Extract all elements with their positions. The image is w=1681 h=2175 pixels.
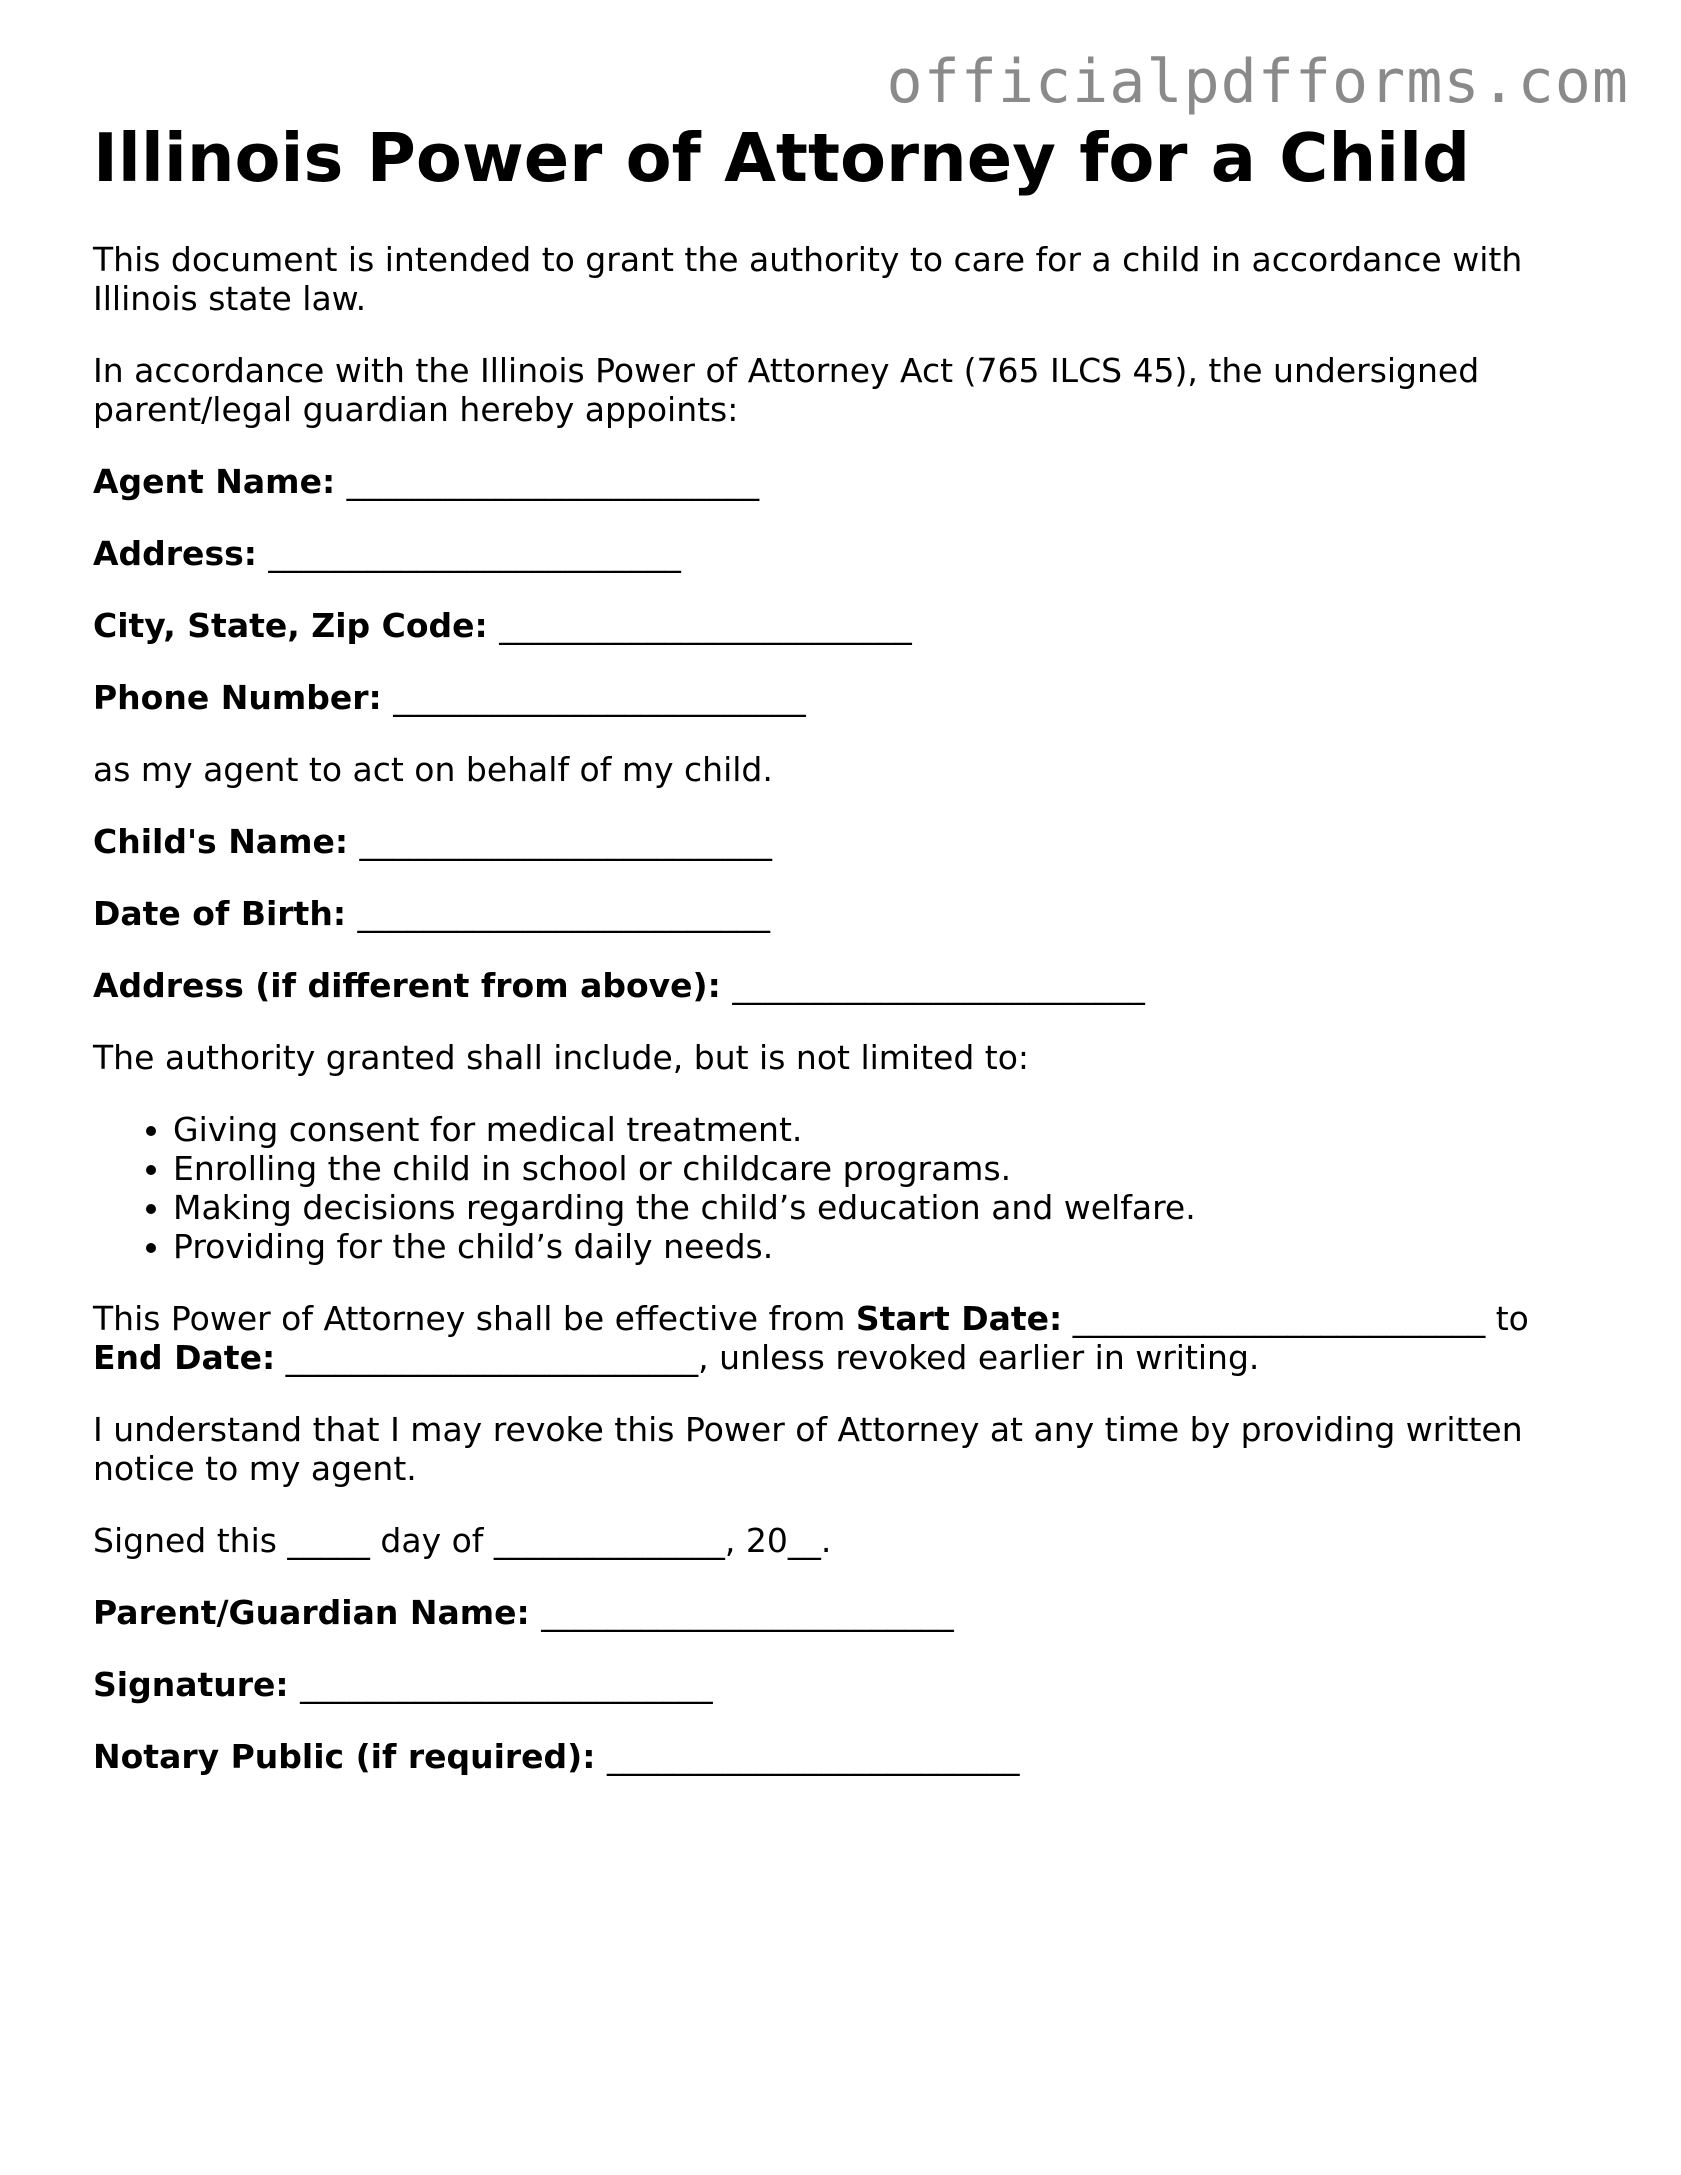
child-name-field[interactable] xyxy=(93,822,1593,861)
child-address-field[interactable] xyxy=(93,966,1593,1005)
agent-name-label: Agent Name: xyxy=(93,462,347,502)
child-name-blank[interactable]: _________________________ xyxy=(359,822,773,862)
effective-dates-paragraph xyxy=(93,1299,1593,1377)
appointment-paragraph: In accordance with the Illinois Power of Attorney Act (765 ILCS 45), the undersigned parent/legal guardian hereby appoints: xyxy=(93,351,1480,430)
guardian-name-blank[interactable]: _________________________ xyxy=(541,1593,954,1633)
revocation-paragraph: I understand that I may revoke this Power of Attorney at any time by providing written notice to my agent. xyxy=(93,1410,1523,1489)
child-dob-blank[interactable]: _________________________ xyxy=(357,894,771,934)
agent-phone-blank[interactable]: _________________________ xyxy=(393,678,806,718)
effective-suffix: , unless revoked earlier in writing. xyxy=(698,1338,1260,1378)
notary-blank[interactable]: _________________________ xyxy=(606,1737,1020,1777)
child-dob-label: Date of Birth: xyxy=(93,894,358,934)
agent-address-blank[interactable]: _________________________ xyxy=(268,534,681,574)
guardian-name-label: Parent/Guardian Name: xyxy=(93,1593,542,1633)
guardian-name-field[interactable] xyxy=(93,1593,1593,1632)
agent-name-field[interactable] xyxy=(93,462,1593,501)
authority-list xyxy=(93,1110,1593,1266)
agent-address-label: Address: xyxy=(93,534,269,574)
child-address-blank[interactable]: _________________________ xyxy=(732,966,1145,1006)
agent-city-state-zip-field[interactable] xyxy=(93,606,1593,645)
agent-phone-label: Phone Number: xyxy=(93,678,394,718)
list-item: • Providing for the child’s daily needs. xyxy=(173,1227,1593,1266)
child-dob-field[interactable] xyxy=(93,894,1593,933)
notary-field[interactable] xyxy=(93,1737,1593,1776)
agent-address-field[interactable] xyxy=(93,534,1593,573)
agent-city-state-zip-label: City, State, Zip Code: xyxy=(93,606,500,646)
start-date-blank[interactable]: _________________________ xyxy=(1062,1299,1496,1339)
authority-intro: The authority granted shall include, but is not limited to: xyxy=(93,1038,1030,1078)
agent-name-blank[interactable]: _________________________ xyxy=(346,462,760,502)
notary-label: Notary Public (if required): xyxy=(93,1737,607,1777)
signature-label: Signature: xyxy=(93,1665,301,1705)
agent-phone-field[interactable] xyxy=(93,678,1593,717)
child-address-label: Address (if different from above): xyxy=(93,966,733,1006)
site-watermark: officialpdfforms.com xyxy=(886,47,1629,117)
end-date-label: End Date: xyxy=(93,1338,276,1378)
list-item: • Enrolling the child in school or childcare programs. xyxy=(173,1149,1593,1188)
signed-date-line[interactable]: Signed this _____ day of ______________, 20__. xyxy=(93,1521,832,1561)
signature-field[interactable] xyxy=(93,1665,1593,1704)
intro-paragraph: This document is intended to grant the authority to care for a child in accordance with Illinois state law. xyxy=(93,240,1523,319)
document-page xyxy=(93,118,1593,1776)
agent-city-state-zip-blank[interactable]: _________________________ xyxy=(499,606,912,646)
start-date-label: Start Date: xyxy=(855,1299,1063,1339)
agent-purpose-text: as my agent to act on behalf of my child. xyxy=(93,750,773,790)
list-item: • Giving consent for medical treatment. xyxy=(173,1110,1593,1149)
list-item: • Making decisions regarding the child’s education and welfare. xyxy=(173,1188,1593,1227)
signature-blank[interactable]: _________________________ xyxy=(300,1665,713,1705)
document-title: Illinois Power of Attorney for a Child xyxy=(93,119,1471,197)
end-date-blank[interactable]: _________________________ xyxy=(275,1338,699,1378)
effective-middle: to xyxy=(1495,1299,1529,1339)
child-name-label: Child's Name: xyxy=(93,822,360,862)
effective-prefix: This Power of Attorney shall be effective from xyxy=(93,1299,856,1339)
